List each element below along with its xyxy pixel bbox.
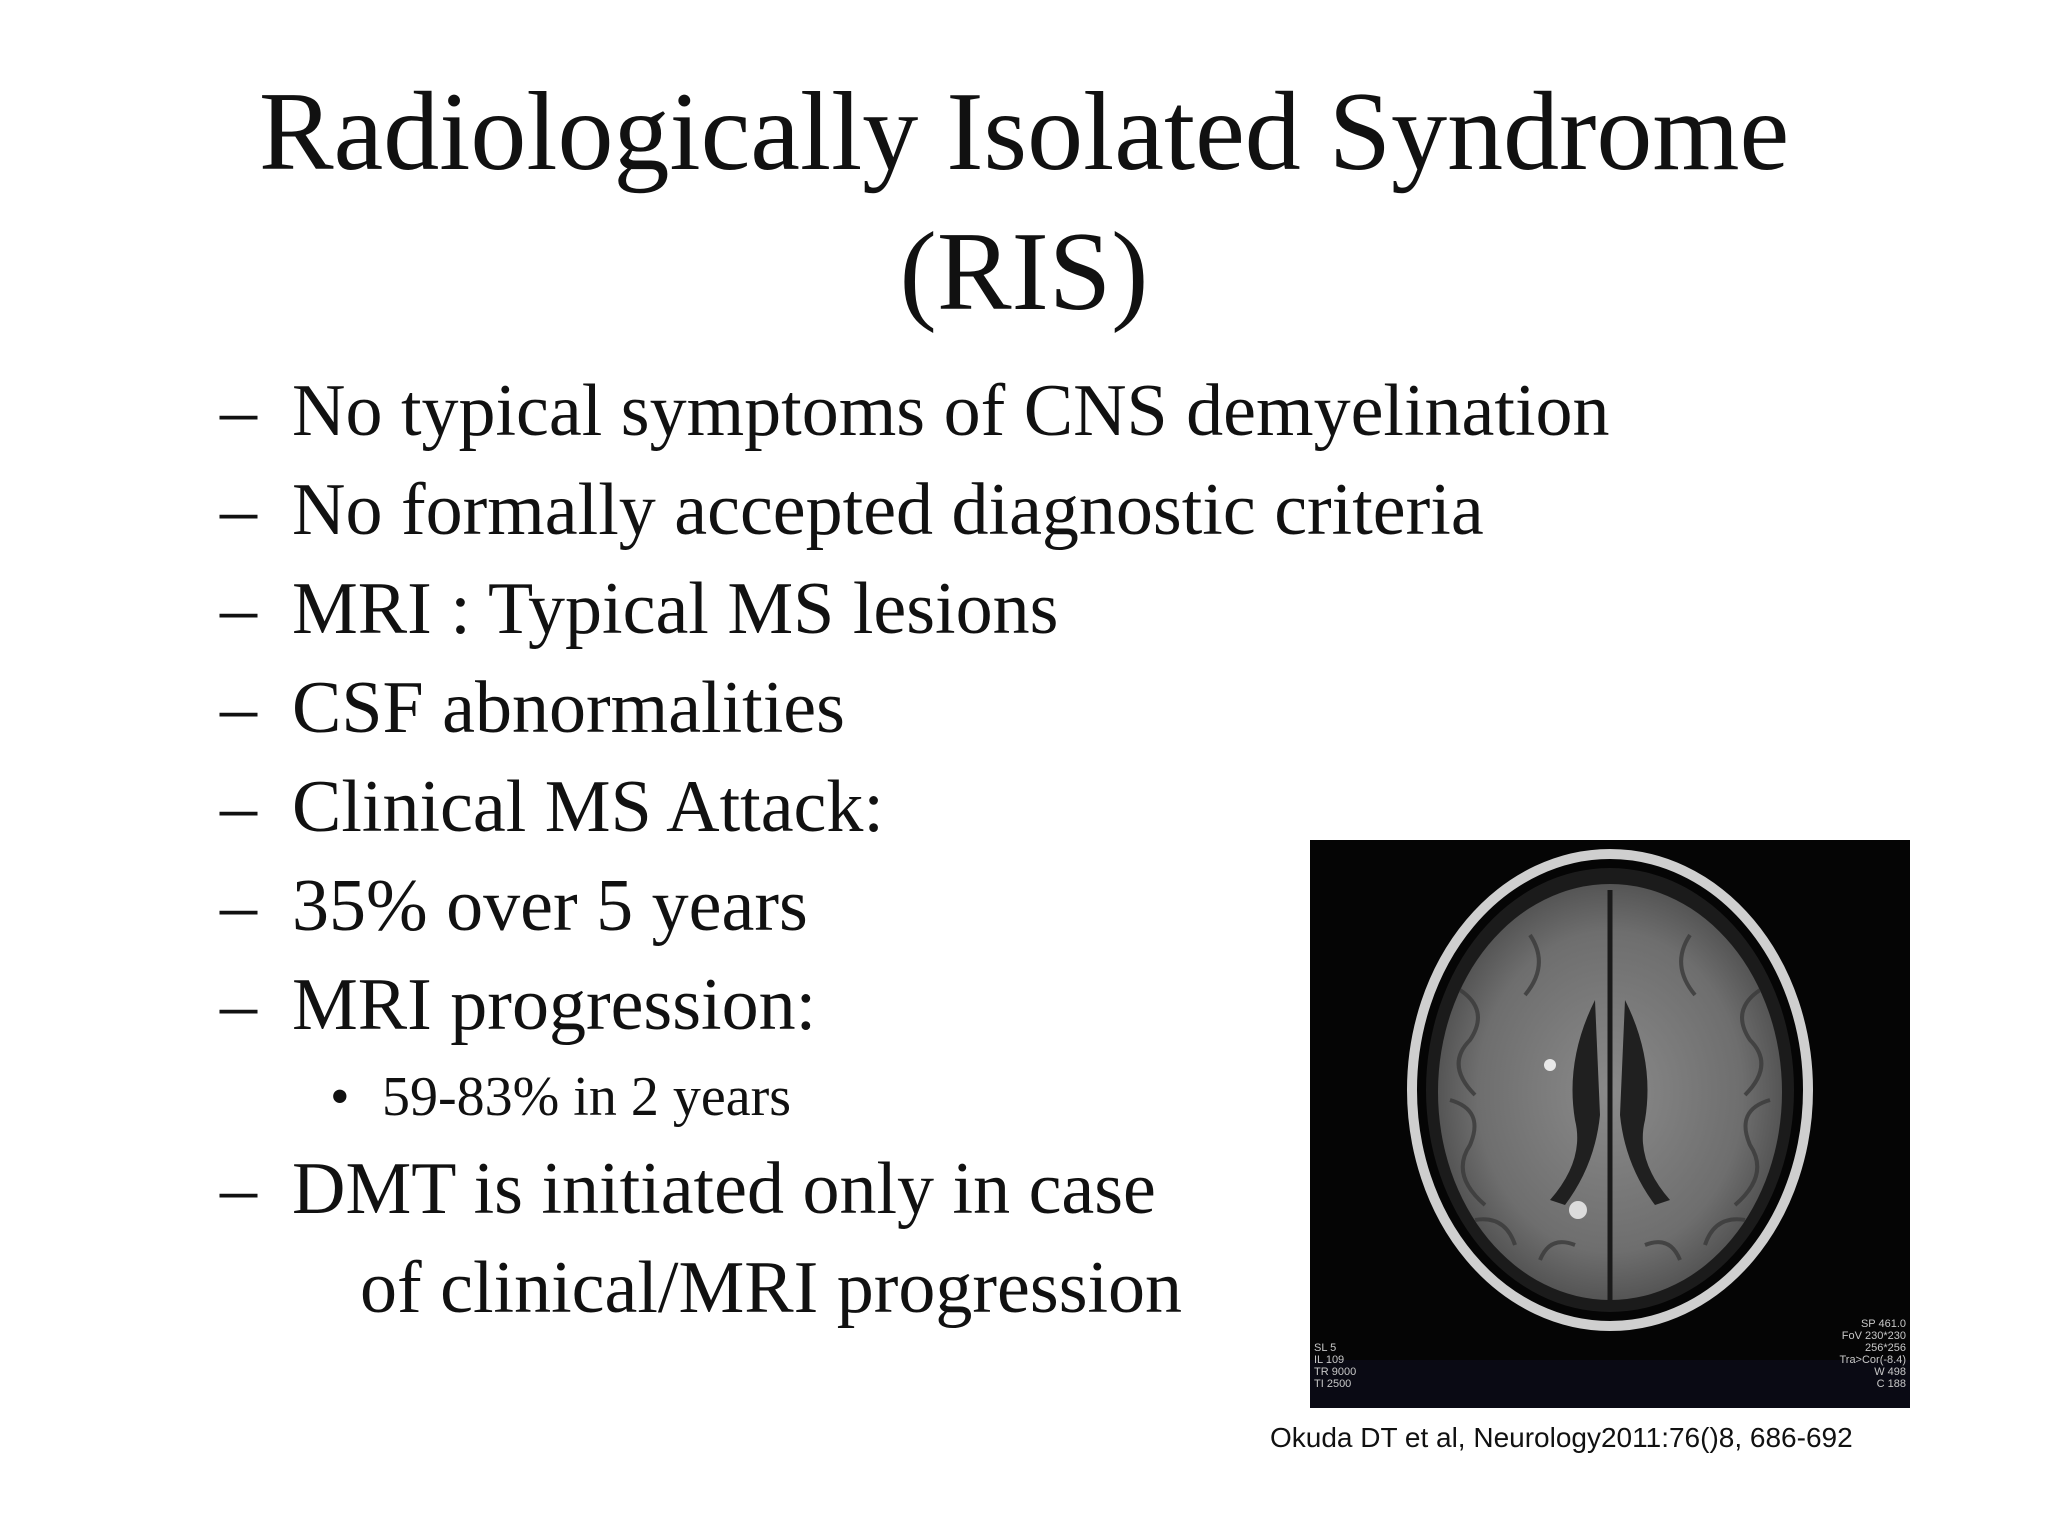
dash-glyph: – bbox=[220, 370, 257, 452]
bullet-text: Clinical MS Attack: bbox=[292, 766, 884, 848]
bullet-continuation: of clinical/MRI progression bbox=[360, 1247, 1183, 1329]
dash-glyph: – bbox=[220, 865, 257, 947]
bullet-text: DMT is initiated only in case bbox=[292, 1148, 1156, 1230]
dash-glyph: – bbox=[220, 1148, 257, 1230]
bullet-item bbox=[220, 1144, 1156, 1234]
bullet-text: No formally accepted diagnostic criteria bbox=[292, 469, 1484, 551]
bullet-item bbox=[220, 861, 808, 951]
citation-text: Okuda DT et al, Neurology2011:76()8, 686-692 bbox=[1270, 1422, 1853, 1453]
bullet-item bbox=[220, 465, 1484, 555]
mri-overlay-left bbox=[1314, 1342, 1356, 1390]
bullet-text: CSF abnormalities bbox=[292, 667, 845, 749]
sub-bullet-text: 59-83% in 2 years bbox=[382, 1066, 792, 1128]
overlay-text: C 188 bbox=[1876, 1378, 1906, 1390]
bullet-item bbox=[220, 960, 816, 1050]
overlay-text: SP 461.0 bbox=[1860, 1318, 1906, 1330]
title-line-2: (RIS) bbox=[899, 210, 1149, 334]
bullet-item bbox=[220, 663, 845, 753]
overlay-text: Tra>Cor(-8.4) bbox=[1839, 1354, 1906, 1366]
overlay-text: IL 109 bbox=[1314, 1354, 1345, 1366]
dash-glyph: – bbox=[220, 766, 257, 848]
dash-glyph: – bbox=[220, 568, 257, 650]
bullet-item bbox=[220, 366, 1610, 456]
sub-bullet-item bbox=[330, 1062, 791, 1132]
mri-scan-graphic bbox=[1310, 840, 1910, 1408]
overlay-text: TI 2500 bbox=[1314, 1378, 1352, 1390]
bullet-item bbox=[220, 564, 1058, 654]
dash-glyph: – bbox=[220, 469, 257, 551]
bullet-item bbox=[220, 762, 884, 852]
dash-glyph: – bbox=[220, 667, 257, 749]
overlay-text: TR 9000 bbox=[1314, 1366, 1357, 1378]
title-line-1: Radiologically Isolated Syndrome bbox=[258, 70, 1790, 194]
mri-brain-image bbox=[1310, 840, 1910, 1408]
mri-overlay-right bbox=[1839, 1318, 1906, 1390]
bullet-text: No typical symptoms of CNS demyelination bbox=[292, 370, 1610, 452]
bullet-text: MRI progression: bbox=[292, 964, 817, 1046]
overlay-text: W 498 bbox=[1874, 1366, 1906, 1378]
bullet-text: MRI : Typical MS lesions bbox=[292, 568, 1059, 650]
overlay-text: 256*256 bbox=[1865, 1342, 1906, 1354]
overlay-text: SL 5 bbox=[1314, 1342, 1337, 1354]
overlay-text: FoV 230*230 bbox=[1841, 1330, 1906, 1342]
dash-glyph: – bbox=[220, 964, 257, 1046]
dot-glyph: • bbox=[330, 1066, 350, 1128]
bullet-text: 35% over 5 years bbox=[292, 865, 808, 947]
